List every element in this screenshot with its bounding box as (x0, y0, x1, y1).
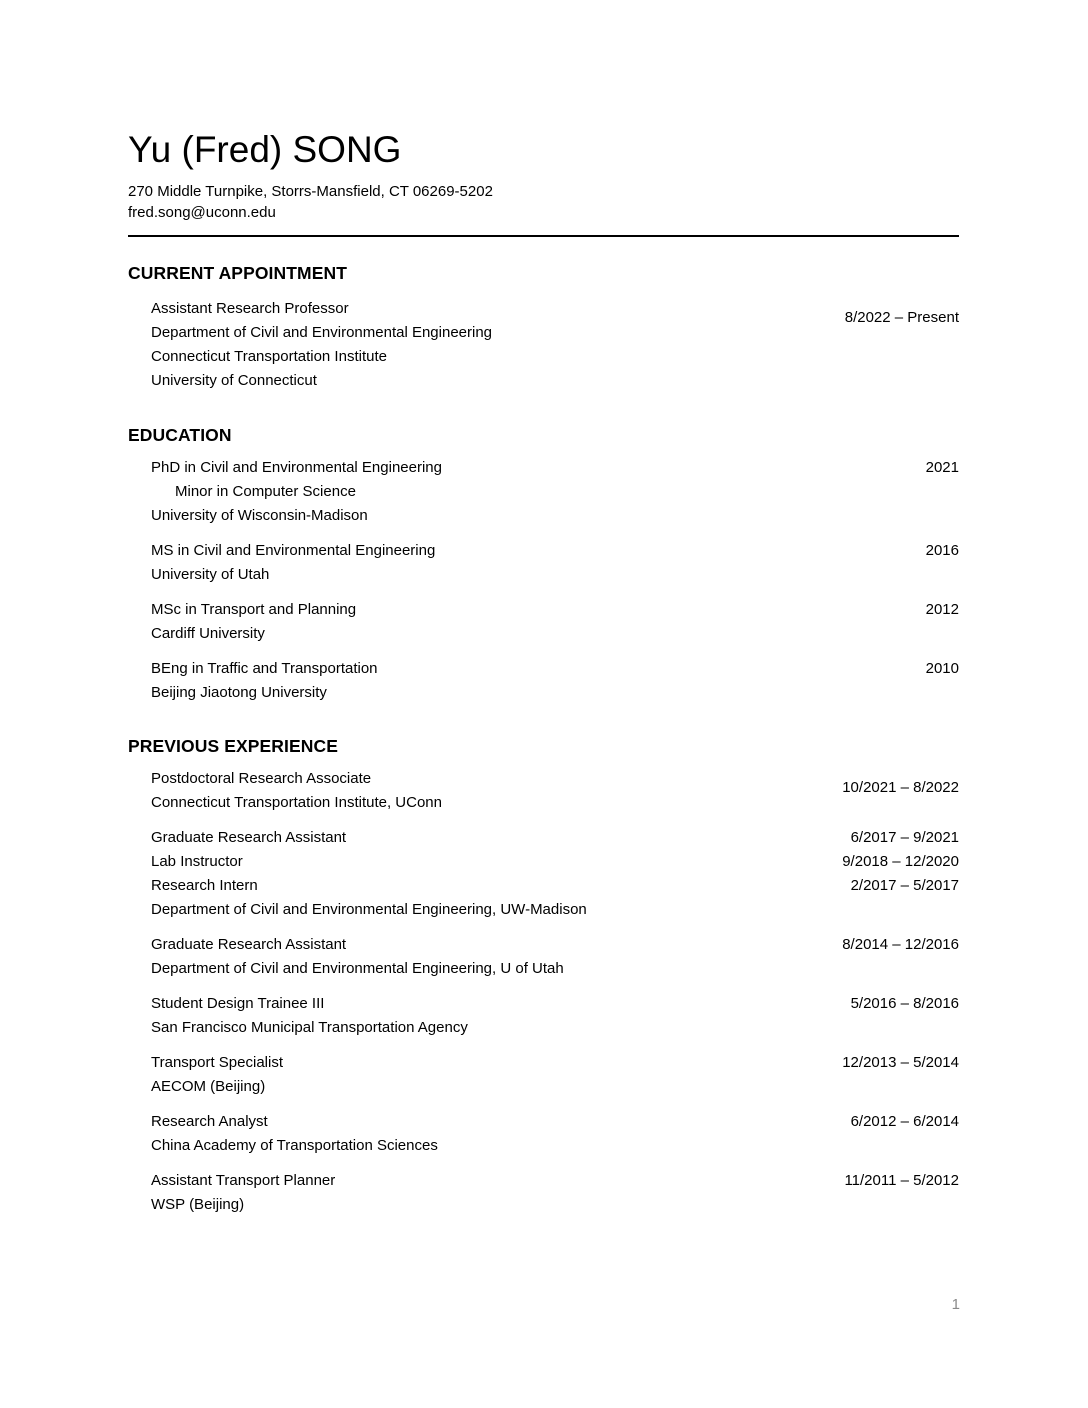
entry-date: 5/2016 – 8/2016 (850, 995, 959, 1012)
entry-line (151, 1134, 959, 1158)
page-content (128, 0, 959, 1217)
entry-line (151, 1110, 959, 1134)
section-title: PREVIOUS EXPERIENCE (128, 736, 339, 756)
entry-line (151, 826, 959, 850)
entry-line (151, 681, 959, 705)
entry-text: MSc in Transport and Planning (151, 601, 357, 618)
entry-line (151, 369, 959, 393)
address-line: 270 Middle Turnpike, Storrs-Mansfield, CT 06269-5202 (128, 183, 493, 200)
page-number: 1 (951, 1296, 960, 1313)
entry (128, 297, 959, 393)
entry-line (151, 539, 959, 563)
entry-date: 8/2014 – 12/2016 (842, 936, 959, 953)
entry-date: 2010 (925, 660, 959, 677)
entry-date: 6/2012 – 6/2014 (850, 1113, 959, 1130)
entry-line (151, 992, 959, 1016)
entry-text: Graduate Research Assistant (151, 829, 347, 846)
entry-line (151, 563, 959, 587)
entry-text: University of Wisconsin-Madison (151, 507, 368, 524)
email-line: fred.song@uconn.edu (128, 204, 276, 221)
entry-line (151, 1051, 959, 1075)
entry-line (151, 1075, 959, 1099)
entry-line (151, 456, 959, 480)
entry (128, 992, 959, 1040)
entry-line (151, 504, 959, 528)
entry-line (151, 933, 959, 957)
entry-text: Lab Instructor (151, 853, 243, 870)
entry-line (151, 850, 959, 874)
entry-date: 10/2021 – 8/2022 (842, 779, 959, 796)
contact-block (128, 181, 959, 223)
entry-text: Graduate Research Assistant (151, 936, 347, 953)
entry-text: Research Analyst (151, 1113, 268, 1130)
entry-line (151, 297, 959, 326)
entry-text: Research Intern (151, 877, 258, 894)
entry-date: 8/2022 – Present (844, 309, 959, 326)
entry-line (151, 767, 959, 796)
entry-line (151, 957, 959, 981)
entry-text: Minor in Computer Science (175, 483, 356, 500)
entry-text: Department of Civil and Environmental Engineering, U of Utah (151, 960, 564, 977)
entry (128, 657, 959, 705)
entry-text: BEng in Traffic and Transportation (151, 660, 378, 677)
entry-text: Department of Civil and Environmental Engineering (151, 324, 493, 341)
entry (128, 598, 959, 646)
entry-text: Department of Civil and Environmental Engineering, UW-Madison (151, 901, 587, 918)
entry-date: 2016 (925, 542, 959, 559)
entry-date: 11/2011 – 5/2012 (844, 1172, 959, 1189)
entry-text: University of Utah (151, 566, 270, 583)
section-education (128, 425, 959, 705)
entry-text: University of Connecticut (151, 372, 317, 389)
entry-date: 2012 (925, 601, 959, 618)
entry-line (151, 622, 959, 646)
entry (128, 767, 959, 815)
entry (128, 1169, 959, 1217)
section-previous-experience (128, 736, 959, 1217)
entry (128, 826, 959, 922)
entry-line (151, 1016, 959, 1040)
section-title: EDUCATION (128, 425, 232, 445)
entry (128, 1051, 959, 1099)
section-current-appointment (128, 263, 959, 393)
entry-date: 2021 (925, 459, 959, 476)
entry-text: Connecticut Transportation Institute, UConn (151, 794, 442, 811)
entry-line (151, 598, 959, 622)
entry-text: China Academy of Transportation Sciences (151, 1137, 438, 1154)
entry-text: Assistant Transport Planner (151, 1172, 336, 1189)
entry-date: 2/2017 – 5/2017 (850, 877, 959, 894)
entry (128, 539, 959, 587)
entry-text: San Francisco Municipal Transportation Agency (151, 1019, 468, 1036)
section-title: CURRENT APPOINTMENT (128, 263, 348, 283)
entry-text: Cardiff University (151, 625, 265, 642)
entry-text: WSP (Beijing) (151, 1196, 245, 1213)
entry-line (151, 345, 959, 369)
header-divider (128, 235, 959, 237)
entry (128, 456, 959, 528)
entry (128, 933, 959, 981)
entry-line (151, 874, 959, 898)
entry-date: 6/2017 – 9/2021 (850, 829, 959, 846)
entry-line (151, 480, 959, 504)
entry-date: 12/2013 – 5/2014 (842, 1054, 959, 1071)
entry-line (151, 1169, 959, 1193)
entry (128, 1110, 959, 1158)
entry-line (151, 791, 959, 815)
entry-text: Transport Specialist (151, 1054, 283, 1071)
entry-date: 9/2018 – 12/2020 (842, 853, 959, 870)
entry-text: PhD in Civil and Environmental Engineering (151, 459, 442, 476)
entry-text: Beijing Jiaotong University (151, 684, 327, 701)
entry-text: Student Design Trainee III (151, 995, 325, 1012)
entry-text: AECOM (Beijing) (151, 1078, 266, 1095)
entry-text: MS in Civil and Environmental Engineering (151, 542, 436, 559)
entry-text: Postdoctoral Research Associate (151, 770, 372, 787)
person-name: Yu (Fred) SONG (128, 129, 402, 170)
entry-line (151, 1193, 959, 1217)
entry-line (151, 657, 959, 681)
entry-line (151, 321, 959, 345)
entry-text: Assistant Research Professor (151, 300, 349, 317)
entry-line (151, 898, 959, 922)
entry-text: Connecticut Transportation Institute (151, 348, 387, 365)
